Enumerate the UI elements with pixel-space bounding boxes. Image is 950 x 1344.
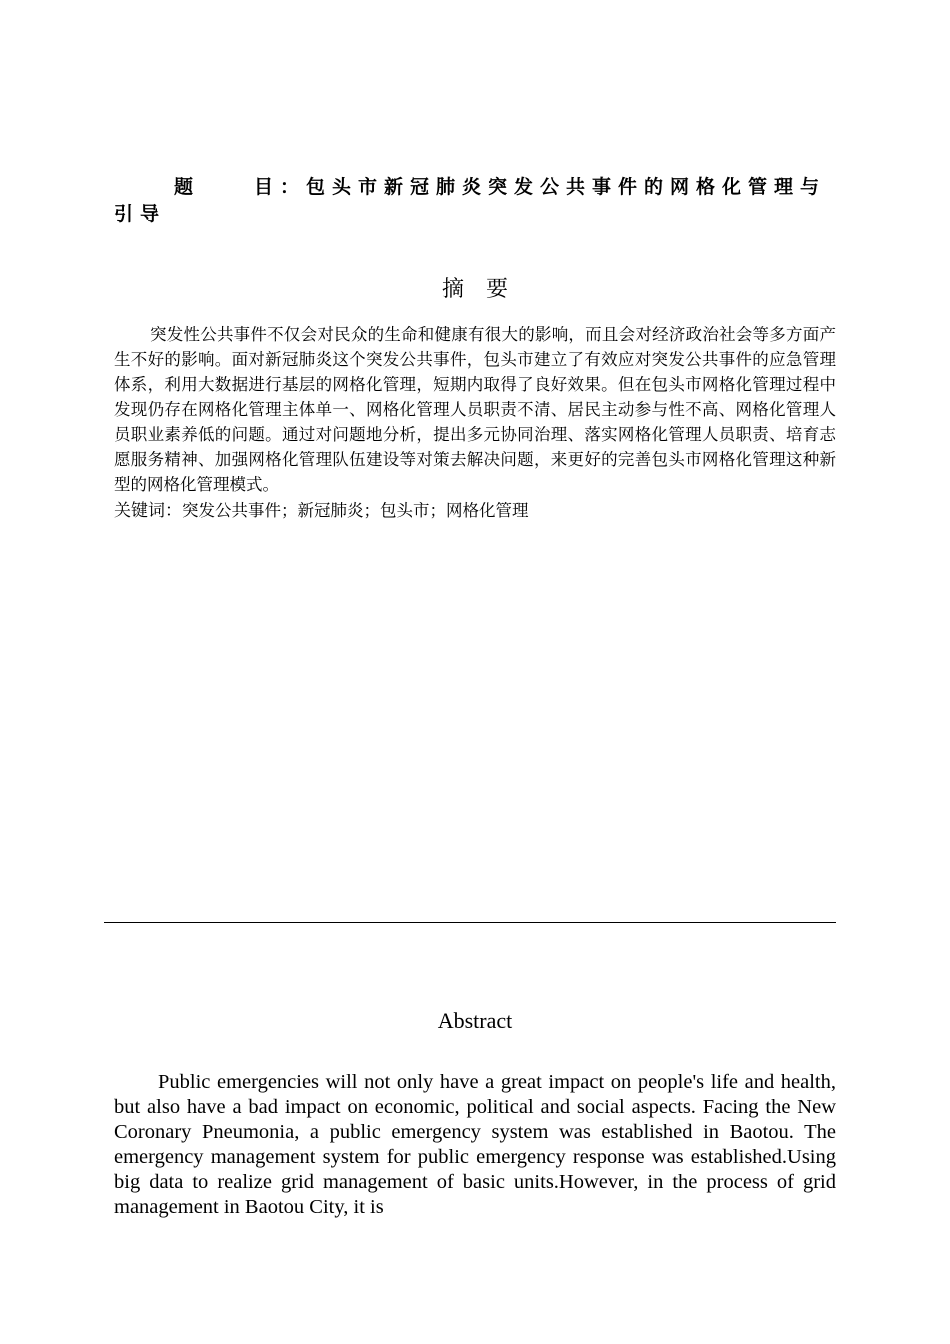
title-label-first: 题 [174,176,201,198]
keywords-list: 突发公共事件；新冠肺炎；包头市；网格化管理 [182,501,529,520]
english-abstract-body: Public emergencies will not only have a great impact on people's life and health, but also have a bad impact on economic, political and social aspects. Facing the New Coronary Pneumonia, a public emergency system was established in Baotou. The emergency management system for public emergency response was established.Using big data to realize grid management of basic units.However, in the process of grid management in Baotou City, it is [114,1071,836,1218]
chinese-abstract-heading: 摘要 [441,277,530,302]
thesis-title [114,174,836,228]
title-label [114,174,306,201]
chinese-abstract-body: 突发性公共事件不仅会对民众的生命和健康有很大的影响，而且会对经济政治社会等多方面产生不好的影响。面对新冠肺炎这个突发公共事件，包头市建立了有效应对突发公共事件的应急管理体系，利用大数据进行基层的网格化管理，短期内取得了良好效果。但在包头市网格化管理过程中发现仍存在网格化管理主体单一、网格化管理人员职责不清、居民主动参与性不高、网格化管理人员职业素养低的问题。通过对问题地分析，提出多元协同治理、落实网格化管理人员职责、培育志愿服务精神、加强网格化管理队伍建设等对策去解决问题，来更好的完善包头市网格化管理这种新型的网格化管理模式。 [114,325,836,494]
title-text: 包头市新冠肺炎突发公共事件的网格化管理与引导 [114,176,827,225]
page-divider [104,922,836,923]
title-label-second: 目： [254,176,307,198]
english-abstract-heading: Abstract [437,1008,513,1033]
keywords-label: 关键词： [114,501,182,521]
chinese-keywords [114,498,836,524]
